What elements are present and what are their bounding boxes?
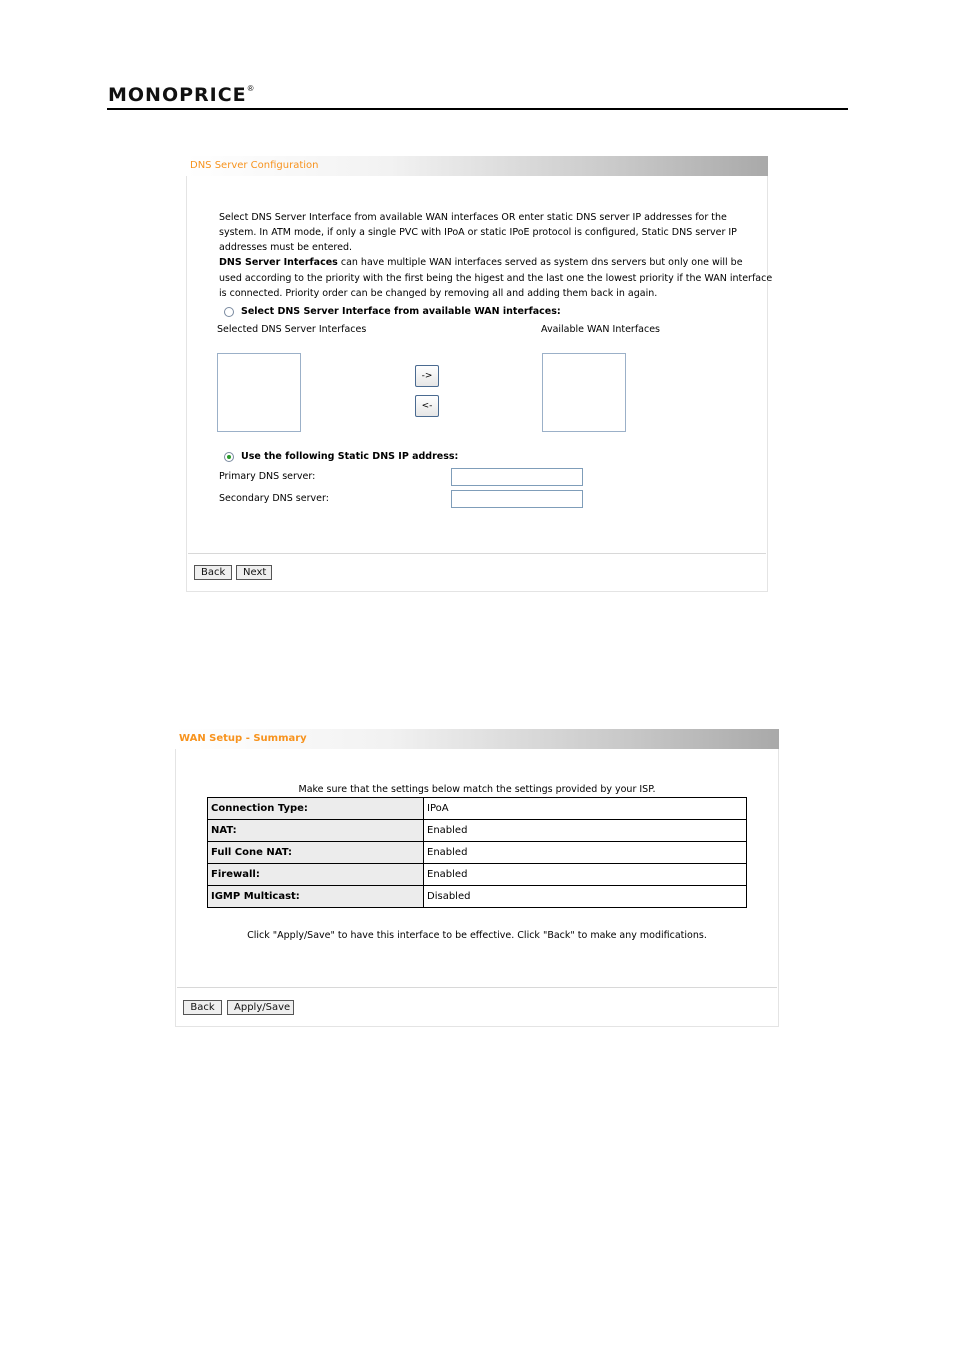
logo-registered-mark: ® [247,84,254,93]
button-separator [177,987,777,988]
button-separator [188,553,766,554]
panel-title: DNS Server Configuration [190,160,319,171]
header-rule [107,108,848,110]
dns-config-panel [186,156,773,592]
summary-key: Connection Type: [208,798,424,820]
intro-line-1: Select DNS Server Interface from available WAN interfaces OR enter static DNS server IP addresses for the [219,212,727,223]
move-left-button[interactable]: <- [415,395,439,417]
info-bold: DNS Server Interfaces [219,257,338,268]
secondary-dns-label: Secondary DNS server: [219,493,329,504]
summary-key: NAT: [208,820,424,842]
table-row [208,820,747,842]
info-line-1 [219,255,743,270]
available-interfaces-list[interactable] [542,353,626,432]
summary-value: Enabled [424,820,747,842]
available-interfaces-label: Available WAN Interfaces [541,324,661,335]
wan-summary-panel [175,729,779,1027]
table-row [208,842,747,864]
info-rest: can have multiple WAN interfaces served as system dns servers but only one will be [337,257,743,268]
summary-key: IGMP Multicast: [208,886,424,908]
summary-value: Enabled [424,842,747,864]
static-dns-radio[interactable] [224,452,234,462]
selected-interfaces-list[interactable] [217,353,301,432]
info-line-3: is connected. Priority order can be changed by removing all and adding them back in again. [219,288,658,299]
summary-key: Full Cone NAT: [208,842,424,864]
summary-value: Disabled [424,886,747,908]
summary-value: Enabled [424,864,747,886]
selected-interfaces-label: Selected DNS Server Interfaces [217,324,367,335]
back-button[interactable]: Back [194,565,232,580]
logo-text: MONOPRICE [108,84,247,106]
apply-save-button[interactable]: Apply/Save [227,1000,294,1015]
intro-line-2: system. In ATM mode, if only a single PVC with IPoA or static IPoE protocol is configured, Static DNS server IP [219,227,737,238]
table-row [208,864,747,886]
table-row [208,886,747,908]
panel-title-bar [175,729,779,749]
monoprice-logo [108,84,254,108]
interface-option-label: Select DNS Server Interface from available WAN interfaces: [241,306,561,317]
move-right-button[interactable]: -> [415,365,439,387]
intro-line-3: addresses must be entered. [219,242,353,253]
apply-note: Click "Apply/Save" to have this interface to be effective. Click "Back" to make any modifications. [247,930,707,941]
summary-key: Firewall: [208,864,424,886]
info-line-2: used according to the priority with the first being the higest and the last one the lowest priority if the WAN interface [219,273,773,284]
back-button[interactable]: Back [183,1000,222,1015]
isp-note: Make sure that the settings below match the settings provided by your ISP. [298,784,656,795]
panel-title: WAN Setup - Summary [179,733,307,744]
panel-title-bar [186,156,768,176]
interface-radio[interactable] [224,307,234,317]
primary-dns-input[interactable] [451,468,583,486]
static-option-label: Use the following Static DNS IP address: [241,451,459,462]
table-row [208,798,747,820]
summary-value: IPoA [424,798,747,820]
summary-table [207,797,747,908]
secondary-dns-input[interactable] [451,490,583,508]
primary-dns-label: Primary DNS server: [219,471,316,482]
next-button[interactable]: Next [236,565,272,580]
